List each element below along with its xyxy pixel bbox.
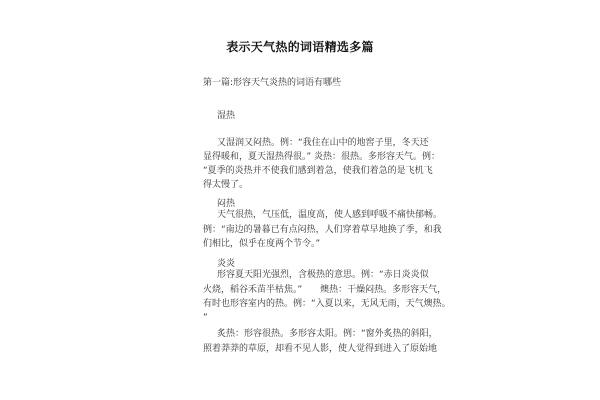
- paragraph-line: 得太慢了。: [203, 180, 249, 190]
- paragraph-line: ”: [203, 313, 208, 323]
- term-heading-humid-heat: 湿热: [217, 111, 236, 121]
- paragraph-line: 形容夏天阳光强烈，含极热的意思。例：“赤日炎炎似: [217, 270, 429, 280]
- paragraph-line: 们相比，似乎在度两个节令。”: [203, 239, 321, 249]
- term-heading-stuffy-heat: 闷热: [217, 199, 236, 209]
- paragraph-line: 火烧，稻谷禾苗半枯焦。” 燠热：干燥闷热。多形容天气，: [203, 285, 447, 295]
- paragraph-line: 显得暖和，夏天湿热得很。” 炎热：很热。多形容天气。例：: [203, 152, 441, 162]
- paragraph-line: 天气很热，气压低，温度高，使人感到呼吸不痛快郁畅。: [217, 210, 443, 220]
- paragraph-line: 例：“南边的暑暮已有点闷热，人们穿着草早地换了季，和我: [203, 225, 442, 235]
- document-title: 表示天气热的词语精选多篇: [226, 40, 374, 54]
- paragraph-line: 又湿润又闷热。例：“我住在山中的地窖子里，冬天还: [217, 138, 429, 148]
- paragraph-line: 炙热：形容很热。多形容太阳。例：“窗外炙热的斜阳，: [217, 329, 438, 339]
- section-heading: 第一篇:形容天气炎热的词语有哪些: [203, 78, 342, 88]
- paragraph-line: 照着莽莽的草原，却看不见人影，使人觉得到进入了原始地: [203, 344, 438, 354]
- paragraph-line: “夏季的炎热并不使我们感到着急，使我们着急的是飞机飞: [203, 166, 433, 176]
- term-heading-scorching: 炎炎: [217, 259, 236, 269]
- paragraph-line: 有时也形容室内的热。例：“入夏以来，无风无雨，天气燠热。: [203, 299, 451, 309]
